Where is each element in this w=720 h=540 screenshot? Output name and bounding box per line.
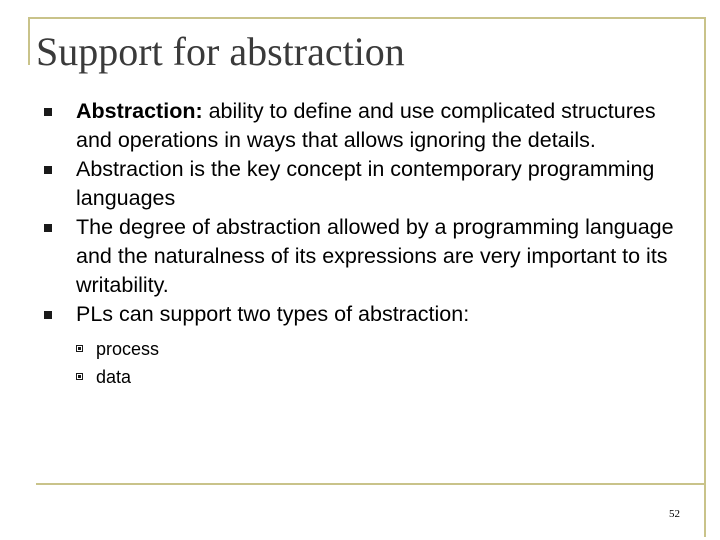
sub-bullet-item [96,335,696,363]
frame-left-line [28,17,30,65]
square-bullet-icon [44,224,52,232]
square-bullet-icon [44,311,52,319]
bullet-text: PLs can support two types of abstraction: [76,302,470,326]
bullet-bold-term: Abstraction: [76,99,203,123]
sub-bullet-text: process [96,339,160,359]
square-bullet-icon [44,108,52,116]
bullet-item [76,213,696,300]
page-number: 52 [669,508,680,520]
frame-right-line [704,17,706,537]
bullet-item [76,97,696,155]
sub-bullet-text: data [96,367,132,387]
bullet-item [76,300,696,391]
hollow-square-bullet-icon [76,373,83,380]
bullet-text: The degree of abstraction allowed by a programming language and the naturalness of its expressions are very important to its writability. [76,215,674,297]
sub-bullet-list [76,335,696,391]
frame-top-line [28,17,706,19]
frame-bottom-line [36,483,706,485]
hollow-square-bullet-icon [76,345,83,352]
slide-title: Support for abstraction [36,29,405,74]
bullet-text: Abstraction is the key concept in contemporary programming languages [76,157,655,210]
bullet-text: ability to define and use complicated structures and operations in ways that allows ignoring the details. [76,99,656,152]
sub-bullet-item [96,363,696,391]
bullet-item [76,155,696,213]
bullet-list [76,97,696,391]
square-bullet-icon [44,166,52,174]
